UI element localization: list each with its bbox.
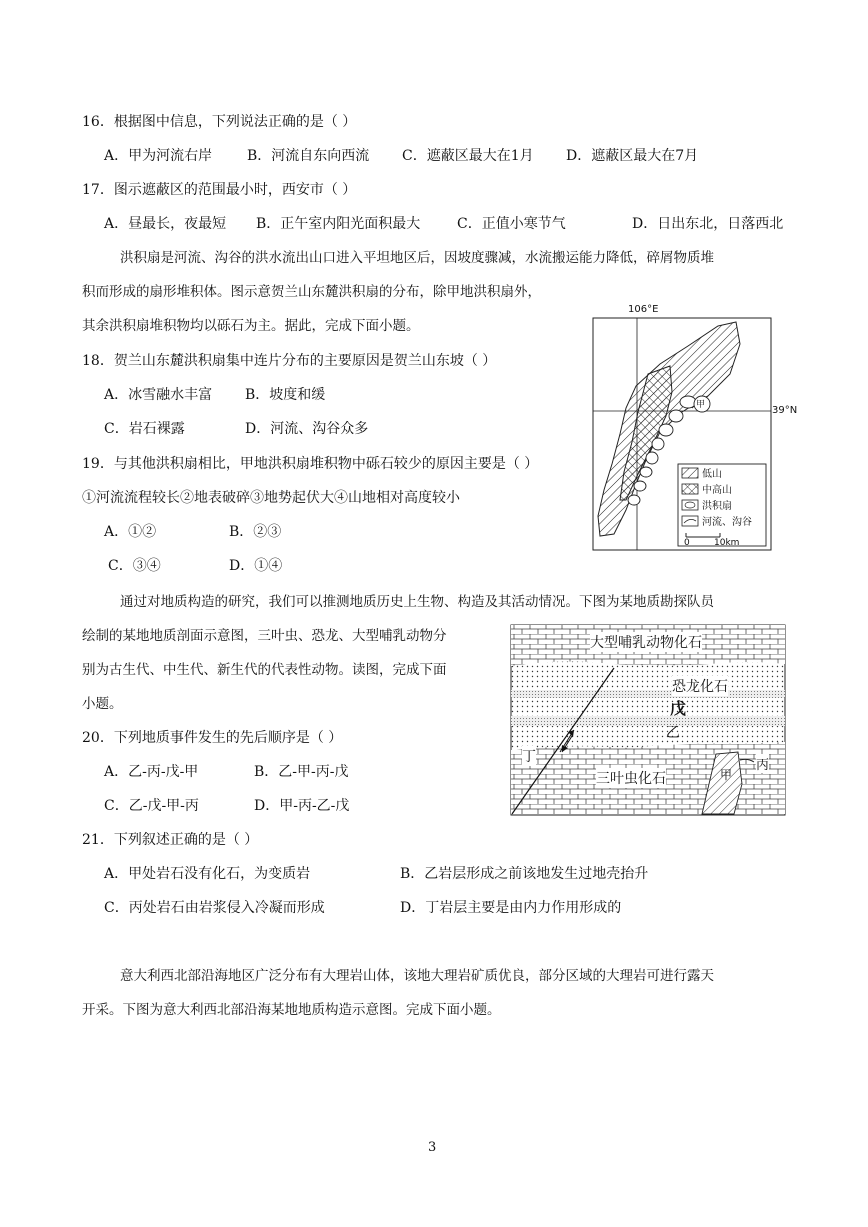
q17-option-d: D．日出东北，日落西北 [632, 216, 784, 232]
q16-option-c: C．遮蔽区最大在1月 [402, 148, 534, 164]
legend-low-mountain: 低山 [702, 469, 722, 480]
q18-stem: 18．贺兰山东麓洪积扇集中连片分布的主要原因是贺兰山东坡（ ） [82, 353, 497, 369]
label-jia: 甲 [720, 768, 733, 782]
q21-option-d: D．丁岩层主要是由内力作用形成的 [400, 900, 622, 916]
legend-mid-high-mountain: 中高山 [702, 485, 732, 496]
passage1-line1: 洪积扇是河流、沟谷的洪水流出山口进入平坦地区后，因坡度骤减，水流搬运能力降低，碎屑物质堆 [120, 250, 714, 266]
q21-option-c: C．丙处岩石由岩浆侵入冷凝而形成 [104, 900, 325, 916]
q18-option-b: B．坡度和缓 [245, 387, 326, 403]
q20-stem: 20．下列地质事件发生的先后顺序是（ ） [82, 730, 343, 746]
q17-option-a: A．昼最长，夜最短 [104, 216, 227, 232]
q20-option-a: A．乙-丙-戊-甲 [104, 764, 199, 780]
q18-option-c: C．岩石裸露 [104, 421, 185, 437]
label-ding: 丁 [522, 746, 536, 766]
q19-option-b: B．②③ [229, 524, 282, 540]
q20-option-b: B．乙-甲-丙-戊 [254, 764, 349, 780]
q16-option-a: A．甲为河流右岸 [104, 148, 213, 164]
passage3-line2: 开采。下图为意大利西北部沿海某地地质构造示意图。完成下面小题。 [82, 1002, 501, 1018]
label-wu: 戊 [670, 699, 687, 718]
q20-option-d: D．甲-丙-乙-戊 [254, 798, 350, 814]
legend-river-gully: 河流、沟谷 [702, 517, 752, 528]
passage1-line2: 积而形成的扇形堆积体。图示意贺兰山东麓洪积扇的分布，除甲地洪积扇外， [82, 284, 541, 300]
passage2-line4: 小题。 [82, 696, 123, 712]
q19-choices: ①河流流程较长②地表破碎③地势起伏大④山地相对高度较小 [82, 490, 460, 506]
q17-stem: 17．图示遮蔽区的范围最小时，西安市（ ） [82, 182, 357, 198]
map-longitude-label: 106°E [628, 304, 659, 315]
passage2-line1: 通过对地质构造的研究，我们可以推测地质历史上生物、构造及其活动情况。下图为某地质勘探队员 [120, 594, 714, 610]
passage1-line3: 其余洪积扇堆积物均以砾石为主。据此，完成下面小题。 [82, 318, 420, 334]
scale-zero: 0 [684, 538, 690, 548]
q19-option-a: A．①② [104, 524, 157, 540]
q21-stem: 21．下列叙述正确的是（ ） [82, 832, 259, 848]
q19-option-d: D．①④ [229, 558, 283, 574]
passage3-line1: 意大利西北部沿海地区广泛分布有大理岩山体，该地大理岩矿质优良，部分区域的大理岩可进行露天 [120, 968, 714, 984]
q17-option-c: C．正值小寒节气 [457, 216, 566, 232]
q21-option-a: A．甲处岩石没有化石，为变质岩 [104, 866, 311, 882]
map-place-jia: 甲 [696, 400, 706, 410]
q17-option-b: B．正午室内阳光面积最大 [256, 216, 421, 232]
geologic-section-figure [510, 624, 786, 816]
alluvial-fan-map [590, 304, 810, 554]
passage2-line3: 别为古生代、中生代、新生代的代表性动物。读图，完成下面 [82, 662, 447, 678]
scale-end: 10km [714, 538, 740, 548]
q16-option-d: D．遮蔽区最大在7月 [566, 148, 699, 164]
q19-option-c: C．③④ [108, 558, 161, 574]
label-yi: 乙 [666, 725, 680, 741]
map-latitude-label: 39°N [772, 405, 798, 416]
legend-alluvial-fan: 洪积扇 [702, 501, 732, 512]
q20-option-c: C．乙-戊-甲-丙 [104, 798, 199, 814]
q18-option-a: A．冰雪融水丰富 [104, 387, 213, 403]
q21-option-b: B．乙岩层形成之前该地发生过地壳抬升 [400, 866, 649, 882]
q18-option-d: D．河流、沟谷众多 [245, 421, 369, 437]
q16-option-b: B．河流自东向西流 [247, 148, 370, 164]
q16-stem: 16．根据图中信息，下列说法正确的是（ ） [82, 114, 357, 130]
label-mammal-fossil: 大型哺乳动物化石 [590, 632, 702, 652]
label-bing: 丙 [756, 754, 769, 773]
passage2-line2: 绘制的某地地质剖面示意图，三叶虫、恐龙、大型哺乳动物分 [82, 628, 447, 644]
label-dinosaur-fossil: 恐龙化石 [672, 676, 728, 696]
page-number: 3 [428, 1140, 437, 1155]
label-trilobite-fossil: 三叶虫化石 [596, 768, 666, 788]
q19-stem: 19．与其他洪积扇相比，甲地洪积扇堆积物中砾石较少的原因主要是（ ） [82, 456, 539, 472]
